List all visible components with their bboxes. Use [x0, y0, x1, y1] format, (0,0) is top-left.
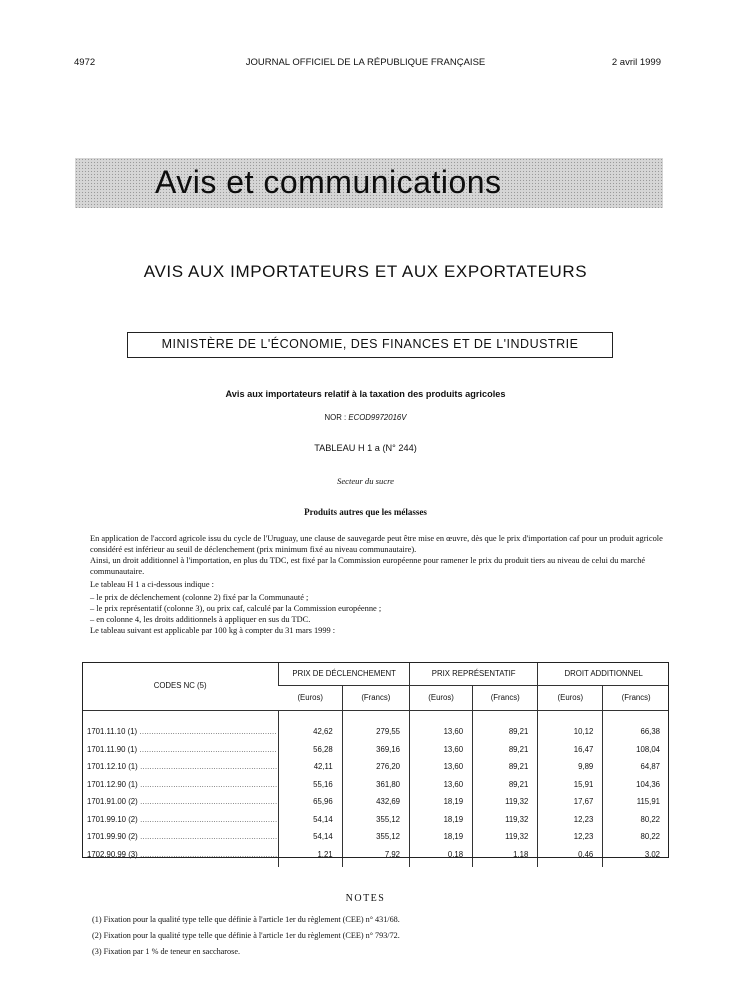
- value-cell: 355,12: [342, 828, 409, 846]
- value-cell: 16,47: [538, 741, 603, 759]
- value-cell: 119,32: [473, 793, 538, 811]
- nc-code: 1701.99.90 (2): [87, 832, 138, 842]
- value-cell: 13,60: [410, 758, 473, 776]
- note-item: (2) Fixation pour la qualité type telle que définie à l'article 1er du règlement (CEE) n° 793/72.: [92, 931, 400, 940]
- nc-code: 1701.11.90 (1): [87, 744, 138, 754]
- paragraph: En application de l'accord agricole issu du cycle de l'Uruguay, une clause de sauvegarde peut être mise en œuvre, dès que le prix d'importation caf pour un produit agricole considéré est inférieur au seuil de déclenchement (prix minimum fixé au niveau communautaire).: [90, 534, 663, 554]
- notes-list: [92, 912, 662, 960]
- nc-code-cell: [82, 776, 279, 794]
- value-cell: 65,96: [279, 793, 342, 811]
- value-cell: 15,91: [538, 776, 603, 794]
- nc-code-cell: [82, 793, 279, 811]
- value-cell: 18,19: [410, 811, 473, 829]
- value-cell: 3,02: [603, 846, 669, 864]
- section-title: AVIS AUX IMPORTATEURS ET AUX EXPORTATEURS: [143, 262, 588, 281]
- nc-code-cell: [82, 758, 279, 776]
- column-group-representative-price: PRIX REPRÉSENTATIF: [410, 662, 538, 685]
- value-cell: 54,14: [279, 811, 342, 829]
- paragraph: Ainsi, un droit additionnel à l'importation, en plus du TDC, est fixé par la Commission européenne pour ramener le prix du produit tiers au niveau de celui du marché communautaire.: [90, 556, 646, 576]
- value-cell: 80,22: [603, 828, 669, 846]
- value-cell: 80,22: [603, 811, 669, 829]
- paragraph: Le tableau H 1 a ci-dessous indique :: [90, 580, 214, 589]
- value-cell: 13,60: [410, 741, 473, 759]
- leader-dots: ..........................................................: [137, 849, 278, 859]
- nc-code: 1702.90.99 (3): [87, 849, 138, 859]
- paragraph: Le tableau suivant est applicable par 100 kg à compter du 31 mars 1999 :: [90, 626, 336, 635]
- body-text: [90, 533, 666, 636]
- table-row: [82, 846, 669, 864]
- value-cell: 7,92: [342, 846, 409, 864]
- nor-code: ECOD9972016V: [348, 413, 407, 422]
- column-header-codes: CODES NC (5): [82, 662, 279, 710]
- value-cell: 54,14: [279, 828, 342, 846]
- nc-code-cell: [82, 828, 279, 846]
- table-row: [82, 793, 669, 811]
- leader-dots: ..........................................................: [137, 727, 277, 737]
- value-cell: 276,20: [342, 758, 409, 776]
- value-cell: 432,69: [342, 793, 409, 811]
- leader-dots: ..........................................................: [137, 814, 278, 824]
- leader-dots: ..........................................................: [137, 779, 278, 789]
- table-row: [82, 723, 669, 741]
- leader-dots: ..........................................................: [137, 797, 278, 807]
- nor-reference: [0, 413, 731, 422]
- list-item: – en colonne 4, les droits additionnels à appliquer en sus du TDC.: [90, 615, 311, 624]
- subheader-euros: (Euros): [279, 685, 342, 710]
- column-group-additional-duty: DROIT ADDITIONNEL: [538, 662, 669, 685]
- value-cell: 89,21: [473, 741, 538, 759]
- value-cell: 104,36: [603, 776, 669, 794]
- value-cell: 18,19: [410, 828, 473, 846]
- value-cell: 17,67: [538, 793, 603, 811]
- value-cell: 66,38: [603, 723, 669, 741]
- table-row: [82, 811, 669, 829]
- list-item: – le prix représentatif (colonne 3), ou prix caf, calculé par la Commission européenne ;: [90, 604, 382, 613]
- nor-label: NOR :: [324, 413, 347, 422]
- sector: Secteur du sucre: [337, 476, 394, 486]
- leader-dots: ..........................................................: [137, 744, 277, 754]
- value-cell: 12,23: [538, 811, 603, 829]
- issue-date: 2 avril 1999: [611, 57, 661, 68]
- leader-dots: ..........................................................: [137, 832, 278, 842]
- subheader-euros: (Euros): [410, 685, 473, 710]
- list-item: – le prix de déclenchement (colonne 2) fixé par la Communauté ;: [90, 593, 309, 602]
- subheader-francs: (Francs): [603, 685, 669, 710]
- column-group-trigger-price: PRIX DE DÉCLENCHEMENT: [279, 662, 410, 685]
- table-row: [82, 741, 669, 759]
- nc-code-cell: [82, 723, 279, 741]
- value-cell: 10,12: [538, 723, 603, 741]
- nc-code-cell: [82, 811, 279, 829]
- value-cell: 0,46: [538, 846, 603, 864]
- value-cell: 13,60: [410, 776, 473, 794]
- value-cell: 369,16: [342, 741, 409, 759]
- value-cell: 355,12: [342, 811, 409, 829]
- ministry-box: MINISTÈRE DE L'ÉCONOMIE, DES FINANCES ET DE L'INDUSTRIE: [127, 332, 613, 358]
- nc-code: 1701.91.00 (2): [87, 797, 138, 807]
- value-cell: 56,28: [279, 741, 342, 759]
- value-cell: 55,16: [279, 776, 342, 794]
- value-cell: 115,91: [603, 793, 669, 811]
- value-cell: 42,62: [279, 723, 342, 741]
- value-cell: 119,32: [473, 828, 538, 846]
- notice-title: Avis aux importateurs relatif à la taxation des produits agricoles: [225, 389, 506, 399]
- note-item: (1) Fixation pour la qualité type telle que définie à l'article 1er du règlement (CEE) n° 431/68.: [92, 915, 400, 924]
- value-cell: 89,21: [473, 776, 538, 794]
- journal-title: JOURNAL OFFICIEL DE LA RÉPUBLIQUE FRANÇAISE: [245, 57, 486, 68]
- page-number: 4972: [74, 57, 96, 68]
- leader-dots: ..........................................................: [137, 762, 278, 772]
- value-cell: 279,55: [342, 723, 409, 741]
- table-row: [82, 758, 669, 776]
- value-cell: 89,21: [473, 758, 538, 776]
- notice-subtitle: Produits autres que les mélasses: [304, 507, 427, 517]
- value-cell: 12,23: [538, 828, 603, 846]
- value-cell: 0,18: [410, 846, 473, 864]
- value-cell: 42,11: [279, 758, 342, 776]
- value-cell: 89,21: [473, 723, 538, 741]
- banner-title: Avis et communications: [155, 164, 502, 200]
- value-cell: 9,89: [538, 758, 603, 776]
- value-cell: 64,87: [603, 758, 669, 776]
- nc-code-cell: [82, 846, 279, 864]
- value-cell: 18,19: [410, 793, 473, 811]
- table-reference: TABLEAU H 1 a (N° 244): [314, 443, 417, 453]
- nc-code: 1701.11.10 (1): [87, 727, 138, 737]
- subheader-francs: (Francs): [342, 685, 409, 710]
- value-cell: 119,32: [473, 811, 538, 829]
- nc-code: 1701.12.90 (1): [87, 779, 138, 789]
- table-row: [82, 828, 669, 846]
- nc-code: 1701.99.10 (2): [87, 814, 138, 824]
- table-row: [82, 776, 669, 794]
- price-table: [82, 662, 669, 867]
- nc-code: 1701.12.10 (1): [87, 762, 138, 772]
- subheader-francs: (Francs): [473, 685, 538, 710]
- notes-title: NOTES: [345, 893, 386, 904]
- value-cell: 361,80: [342, 776, 409, 794]
- value-cell: 108,04: [603, 741, 669, 759]
- value-cell: 1,18: [473, 846, 538, 864]
- subheader-euros: (Euros): [538, 685, 603, 710]
- note-item: (3) Fixation par 1 % de teneur en saccharose.: [92, 947, 240, 956]
- value-cell: 13,60: [410, 723, 473, 741]
- value-cell: 1,21: [279, 846, 342, 864]
- nc-code-cell: [82, 741, 279, 759]
